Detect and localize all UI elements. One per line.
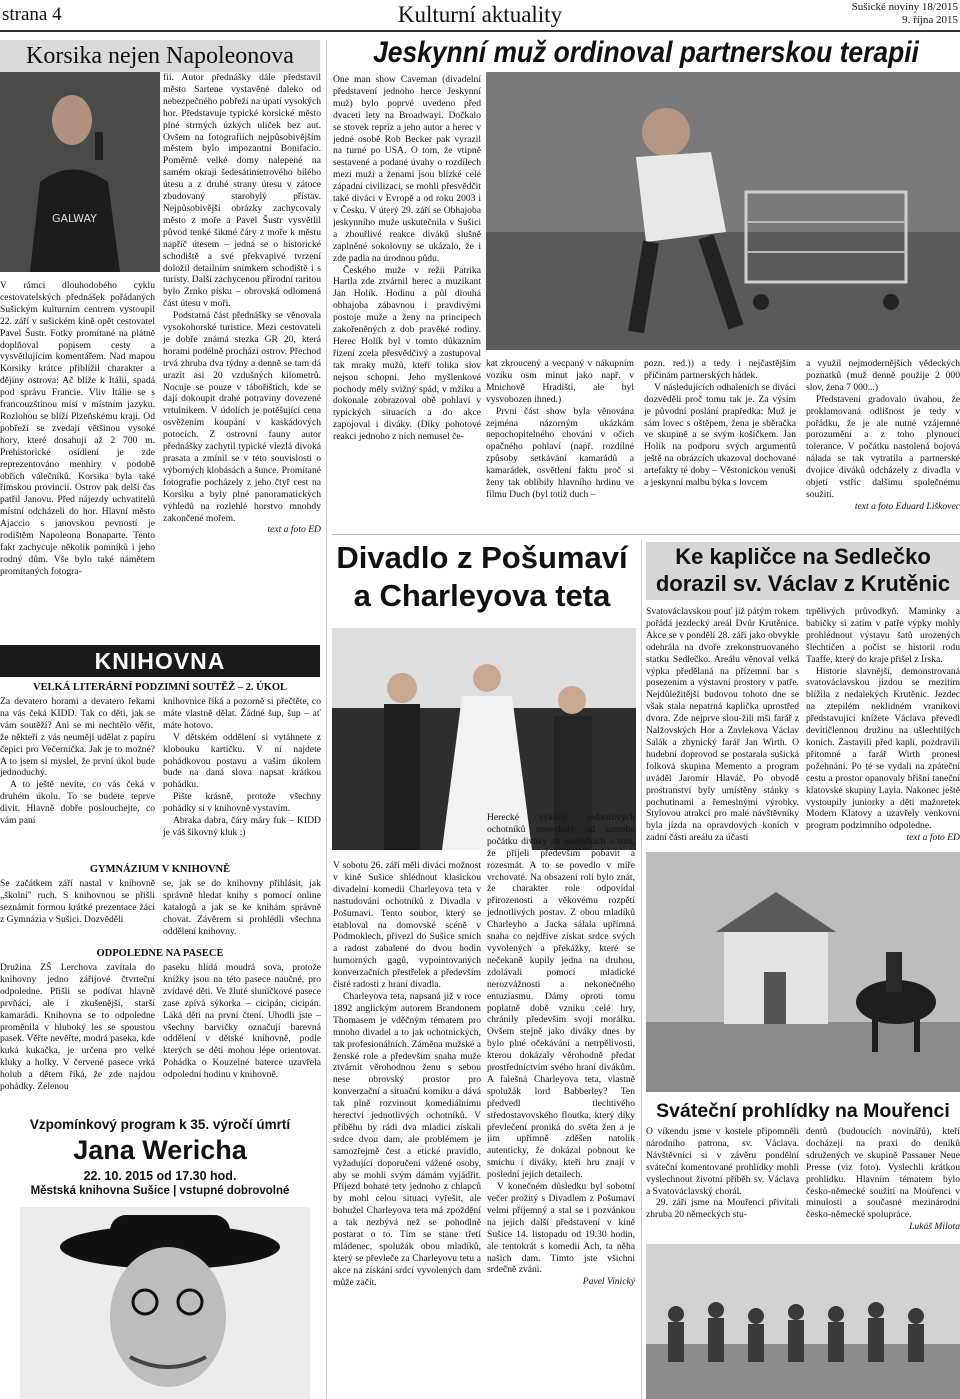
kaplicka-col1: Svatováclavskou pouť již pátým rokem pořádá jezdecký areál Dvůr Krutěnice. Akce se v pondělí 28. září jako obvykle odehrála na dvoře zrekonstruovaného statku Sedlečko. Areálu věnoval velká výpka předělaná na přízemní bar s posezením a výstavní prostory v patře. Nejdůležitější budovou tohoto dne se však stala nepatrná kaplička uprostřed dvora. Zde nejprve slou-žili mši farář z Nalžovských Hor a Zavlekova Václav Salák a zbynický farář Jan Wirth. O hudební doprovod se postarala sušická folková skupina Memento a program uváděl Jaromír Hlaváč. Po obvodě prostranství byly umístěny stánky s pochutinami a řemeslnými výrobky. Stylovou atrakcí pro malé návštěvníky byla jízda na opravdových koních v zadní části areálu za účasti bbox=[646, 606, 799, 844]
chapel-illustration bbox=[646, 852, 960, 1092]
contest-col1: Za devatero horami a devatero řekami na vás čeká KIDD. Tak co děti, jak se vám soutěží? Ani se mi nechtělo věřit, že někteří z vás neumějí udělat z papíru čepici pro Večerníčka. Jak je to možné? A to jsem si myslel, že první úkol bude jednoduchý. A to ještě nevíte, co vás čeká v druhém úkolu. To se budete teprve divit. Hlavně dobře poslouchejte, co vám paní bbox=[0, 696, 155, 827]
group-illustration bbox=[646, 1244, 960, 1399]
korsika-col1: V rámci dlouhodobého cyklu cestovatelských přednášek pořádaných Sušickým kulturním centrem vystoupil 22. září v sušickém kině opět cestovatel Pavel Šustr. Fotky promítané na plátně doplňoval popisem cesty a vysvětlujícím komentářem. Nad mapou Korsiky krátce přiblížil charakter a dějiny ostrova: Ač blíže k Itálii, spadá pod správu Francie. Vliv Itálie se s francouzštinou mísí v místním jazyku. Rozlohou se blíží Plzeňskému kraji. Od pobřeží se zvedají většinou vysoké hory, které dosahují až 2 700 m. Prehistorické osídlení je zde reprezentováno menhiry v podobě obřích válečníků. Korsika byla také římskou provincií. Ostrov pak delší čas patřil Janovu. Před nájezdy uchvatitelů místní odcházeli do hor. Hlavní město Ajaccio s janovskou pevností je rodištěm Napoleona Bonaparte. Tento fakt zachycuje několik pomníků i jeho rodný dům. Vše bylo také námětem promítaných fotogra- bbox=[0, 280, 155, 577]
wericha-datetime: 22. 10. 2015 od 17.30 hod. bbox=[83, 1169, 237, 1183]
divadlo-credit: Pavel Vinický bbox=[582, 1276, 635, 1288]
gym-col2: se, jak se do knihovny přihlásit, jak správně hledat knihy s pomocí online katalogů a jak se ke knihám správně chovat. Závěrem si prohlédli všechna oddělení knihovny. bbox=[163, 878, 321, 937]
knihovna-banner: KNIHOVNA bbox=[0, 645, 320, 677]
mourenec-photo bbox=[646, 1244, 960, 1399]
mourenec-credit: Lukáš Milota bbox=[909, 1221, 960, 1233]
issue-date: 9. října 2015 bbox=[902, 14, 958, 26]
mourenec-col1: O víkendu jsme v kostele připomněli národního patrona, sv. Václava. Návštěvníci si v závěru pondělní sváteční komentované prohlídky mohli vyslechnout životní příběh sv. Václava a Svatováclavský chorál. 29. září jsme na Mouřenci přivítali zhruba 20 německých stu- bbox=[646, 1126, 799, 1221]
odpo-col1: Družina ZŠ Lerchova zavítala do knihovny jedno zářijové čtvrteční odpoledne. Přišli se podívat hlavně prvňáci, ale i zkušenější, starší kamarádi. Knihovna se to odpoledne proměnila v hluboký les se spoustou pasek. Věřte nevěřte, modrá paseka, kde kuká kukačka, je určena pro velké kluky a holky. V červené pasece vrká holub a dětem říká, že zde najdou pohádky. Zelenou bbox=[0, 962, 155, 1093]
caveman-col4: a využil nejmodernějších vědeckých poznatků (muž denně použije 2 000 slov, žena 7 000...) Představení gradovalo úvahou, že proklamovaná odlišnost je tedy v pořádku, že je ale nutné vzájemné porozumění a z toho plynoucí tolerance. V počátku nastolená bojová nálada se tak vytratila a partnerské dvojice diváků odcházely z divadla v objetí vstříc dalšímu společnému soužití. text a foto Eduard Liškovec bbox=[806, 358, 960, 512]
caveman-col3: pozn. red.)) a tedy i nejčastějším příčinám partnerských hádek. V následujících odhaleních se diváci dozvěděli proč tomu tak je. Za výsím je původní poslání prapředka: Muž je sám lovec s oštěpem, žena je sběračka ve skupině a se svým košíčkem. Jan Holík na podporu svých argumentů ještě na obrázcích ukazoval dochované artefakty té doby – Věstonickou venuši a jeskynní malbu býka s lovcem bbox=[644, 358, 796, 489]
korsika-speaker-photo bbox=[0, 72, 160, 272]
page-number: strana 4 bbox=[2, 4, 62, 25]
wericha-name: Jana Wericha bbox=[73, 1135, 247, 1165]
wericha-line1: Vzpomínkový program k 35. výročí úmrtí bbox=[29, 1117, 291, 1132]
caveman-title: Jeskynní muž ordinoval partnerskou terapii bbox=[373, 36, 919, 69]
paper-name: Sušické noviny 18/2015 bbox=[851, 1, 958, 13]
korsika-col2: fií. Autor přednášky dále představil město Sartene vystavěné daleko od nebezpečného pobřeží na úpatí vysokých hor. Představuje typické korsické město plné strmých úzkých uliček bez aut. Ovšem na fotografiích nejpůsobivějším městem bylo impozantní Bonifacio. Poměrně velké domy nalepené na samém okraji šedesátimetrového bílého útesu a z druhé strany útesu v zátoce zbudovaný starobylý přístav. Nejpůsobivější obrázky zachycovaly město z moře a Pavel Šustr vysvětlil původ tenké šikmé čáry z moře k městu napříč útesem – jedná se o historické schodiště a své překvapivé tvrzení doložil detailním snímkem schodiště i s turisty. Další zachycenou přírodní raritou bylo Zrnko písku – obrovská odlomená část útesu v moři. Podstatná část přednášky se věnovala vysokohorské turistice. Mezi cestovateli je dobře známá stezka GR 20, která horami podélně prochází ostrov. Přechod trvá zhruba dva týdny a denně se tam dá urazit asi 20 vzdušných kilometrů. Nocuje se pouze v tábořištích, kde se dají dokoupit drahé potraviny dovezené vrtulníkem. V údolích je potěšující cena osvěžením koupání v kaskádových potocích. Z ostrovní fauny autor přednášky zachytil typické vlezlá divoká prasata a zmínil se v této souvislosti o výborných klobásách a šunce. Promítané fotografie pocházely z jeho čtyř cest na Korsiku a byly plné panoramatických výhledů na rozlehlé horstvo mnohdy zakončené mořem. text a foto ED bbox=[163, 72, 321, 536]
portrait-illustration bbox=[20, 1207, 310, 1399]
left-column-divider bbox=[326, 40, 327, 1399]
caveman-col2: kat zkroucený a vecpaný v nákupním vozíku osm minut jako např. v Mnichově Hradišti, ale byl vysvobozen ihned.) První část show byla věnována zejména názorným ukázkám nepochopitelného chování v očích opačného pohlaví (např. rozdílné způsoby setkávání kamarádů a kamarádek, osvětlení faktu proč si ženy tak oblíbily hlavního hrdinu ve filmu Duch (byl totiž duch – bbox=[486, 358, 634, 500]
kaplicka-title-2: dorazil sv. Václav z Krutěnic bbox=[655, 571, 951, 596]
kaplicka-col2: trpělivých průvodkyň. Maminky a babičky si zatím v patře výpky mohly prohlédnout výstavu šatů urozených šlechtičen a počíst se historii rodu Taaffe, který do kraje přišel z Irska. Historie slavnější, demonstrovaná svatováclavskou jízdou se mezitím blížila z nedalekých Krutěnic. Jezdec na ztepilém neklidném vraníkovi představující knížete Václava převedl devítičlennou družinu na ušlechtilých koních. Zastavili před kaplí, pozdravili přítomné a farář Wirth pronesl požehnání. Po té se vydali na zpáteční cestu a prostor opanovaly břišní taneční klatovské skupiny Layla. Nakonec ještě vystoupily juniorky a děti mažoretek Modern Klatovy a uzavřely venkovní program podzimního odpoledne. text a foto ED bbox=[806, 606, 960, 844]
header-rule bbox=[0, 30, 960, 32]
caveman-photo bbox=[486, 72, 960, 350]
wericha-box bbox=[0, 1115, 320, 1399]
kaplicka-credit: text a foto ED bbox=[906, 832, 960, 844]
wericha-portrait bbox=[20, 1207, 310, 1399]
caveman-credit: text a foto Eduard Liškovec bbox=[854, 500, 960, 512]
kaplicka-title-1: Ke kapličce na Sedlečko bbox=[675, 544, 931, 569]
wericha-venue: Městská knihovna Sušice | vstupné dobrovolné bbox=[30, 1185, 290, 1197]
gym-col1: Se začátkem září nastal v knihovně „školní" ruch. S knihovnou se přišli seznámit formou krátké prezentace žáci z Gymnázia v Sušici. Dozvěděli bbox=[0, 878, 155, 925]
divadlo-title-1: Divadlo z Pošumaví bbox=[336, 540, 628, 575]
odpo-col2: paseku hlídá moudrá sova, protože knížky jsou na této pasece naučné, pro zvídavé děti. Ve žluté sluníčkové pasece zase zpívá sýkorka – cicipán, cicipán. Láká děti na první čtení. Uhodli jste – všechny barvičky označují barevná oddělení v dětské knihovně, podle kterých se děti mohou lépe orientovat. Pohádka o Kouzelné baterce uzavřela odpolední hodinu v knihovně. bbox=[163, 962, 321, 1081]
divadlo-col2: Herecké výkony jednotlivých ochotníků nenechaly od samého počátku diváky na pochybách o tom, že přijeli především pobavit a rozesmát. A to se povedlo v míře vrchovaté. Na obsazení rolí bylo znát, že charakter role odpovídal přirozenosti a věkovému rozpětí jednotlivých postav. Z obou mladíků Charleyho a Jacka sálala upřímná snaha co nejdříve získat srdce svých vyvolených a překážky, které se nečekaně kupily jedna na druhou, zdolávali pomocí mladické nerozvážnosti a nekonečného entuziasmu. Dámy oproti tomu poplatně době vzniku celé hry, chránily především svoji morálku. Ovšem stejně jako diváky dnes by bylo plné očekávání a netrpělivosti, kterou dokázaly věrohodně předat prostředníctvím svého hraní divákům. A falešná Charleyova teta, vlastně spolužák lord Babberley? Ten předvedl tlechtivého středostavovského floutka, který díky převlečení proniká do světa žen a je jim upřímně zděšen natolik autenticky, že dokázal pobnout ke smíchu i diváky, kteří hru znají v poslední jejích detailech. V konečném důsledku byl sobotní večer prožitý s Divadlem z Pošumaví velmi příjemný a stal se i pozvánkou na jejich další představení v kině Sušice 14. listopadu od 19.30 hodin, ale tentokrát s komedií Ach, ta něha našich dam. Tímto jste všichni srdečně zváni. Pavel Vinický bbox=[487, 812, 635, 1288]
svg-text:GALWAY: GALWAY bbox=[52, 212, 97, 225]
right-column-divider bbox=[641, 540, 642, 1399]
korsika-credit: text a foto ED bbox=[267, 524, 321, 536]
korsika-title: Korsika nejen Napoleonova bbox=[0, 40, 320, 72]
kaplicka-title-box bbox=[646, 542, 960, 600]
odpo-title: ODPOLEDNE NA PASECE bbox=[96, 948, 224, 959]
page-header bbox=[0, 0, 960, 32]
section-title: Kulturní aktuality bbox=[397, 2, 563, 27]
gym-title: GYMNÁZIUM V KNIHOVNĚ bbox=[89, 864, 231, 875]
divadlo-col1: V sobotu 26. září měli diváci možnost v kině Sušice shlédnout klasickou divadelní komedii Charleyova teta v nastudování ochotníků z Divadla v Pošumaví. Tento soubor, který se etabloval na domovské scéně v Podmoklech, přivezl do Sušice smích a radost zabalené do dvou hodin humorných gagů, vypointovaných konverzačních přestřelek a především čisté radosti z hraní divadla. Charleyova teta, napsaná již v roce 1892 anglickým autorem Brandonem Thomasem je vděčným tématem pro mnoho divadel a to jak ochotnických, tak profesionálních. Záměna mužské a ženské role a především snaha muže ztvárnit věrohodnou ženu s sebou nese obrovský prostor pro konverzační a situační komiku a dává tak plně rozvinout komediálnímu herectví jednotlivých ochotníků. V příběhu by rádi dva mladíci získali srdce dvou dam, ale problémem je samozřejmě čest a etické pravidlo, vyžadující doporučení vážené osoby, aby se mohli svým dámám vyjádřit. Příjezd bohaté tety jednoho z chlapců by mohl celou situaci vyřešit, ale bohužel Charleyova teta má zpoždění a tak nezbývá než se pohodlně postarat o to. Tím se stane třetí mládenec, spolužák obou mladíků, který se převleče za Charleyovu tetu a akce na získání srdcí vyvolených dam může začít. bbox=[333, 860, 481, 1288]
divider-mid bbox=[332, 534, 960, 535]
contest-col2: knihovnice říká a pozorně si přečtěte, co máte vlastně dělat. Žádné šup, šup – ať máte hotovo. V dětském oddělení si vytáhnete z klobouku kartičku. V ní najdete pohádkovou postavu a vaším úkolem bude na daná slova napsat krátkou pohádku. Pište krásně, protože všechny pohádky si v knihovně vystavím. Abraka dabra, čáry máry fuk – KIDD je váš šikovný kluk :) bbox=[163, 696, 321, 838]
caveman-col1: One man show Caveman (divadelní představení jednoho herce Jeskynní muž) bylo poprvé uvedeno před dvaceti lety na Broadwayi. Dočkalo se stovek repríz a jeho autor a herec v jedné osobě Rob Becker pak vyrazil na turné po USA. O tom, že vtipně sestavené a podané úvahy o rozdílech mezi muži a ženami jsou blízké celé západní civilizaci, se mohli přesvědčit také diváci v Evropě a od roku 2003 i v Česku. V úterý 29. září se Obhajoba jeskynního muže uskutečnila v Sušici a zbouřlivé reakce diváků slušně zaplněné sokolovny se ukázalo, že i zde padla na úrodnou půdu. Českého muže v režii Patrika Hartla zde ztvárnil herec a muzikant Jan Holík. Hodinu a půl dlouhá obhajoba zábavnou i pravdivými postoje muže a ženy na principech zakořeněných z dob pravěké rodiny. Herec Holík byl v tomto důkazním řízení zcela přesvědčivý a zastupoval tak mraky mužů, kteří tolika slov nejsou schopni. Jeho myšlenkové pochody měly svižný spád, v mžiku a dokonale zobrazoval obě pohlaví v typických situacích a do akce zapojoval i diváky. (Díky pohotové reakci jednoho z nich nemusel če- bbox=[333, 74, 481, 443]
contest-title: VELKÁ LITERÁRNÍ PODZIMNÍ SOUTĚŽ – 2. ÚKOL bbox=[32, 682, 288, 693]
divadlo-title-2: a Charleyova teta bbox=[353, 578, 611, 613]
speaker-illustration bbox=[0, 72, 160, 272]
mourenec-title: Sváteční prohlídky na Mouřenci bbox=[656, 1100, 950, 1122]
kaplicka-photo bbox=[646, 852, 960, 1092]
caveman-illustration bbox=[486, 72, 960, 350]
mourenec-col2: dentů (budoucích novinářů), kteří docházejí na praxi do deníků sdružených ve skupině Passauer Neue Presse (viz foto). Vyslechli krátkou prohlídku. Hlavním tématem bylo česko-německé soužití na Mouřenci v minulosti a současné mezinárodní česko-německé spolupráce. Lukáš Milota bbox=[806, 1126, 960, 1233]
